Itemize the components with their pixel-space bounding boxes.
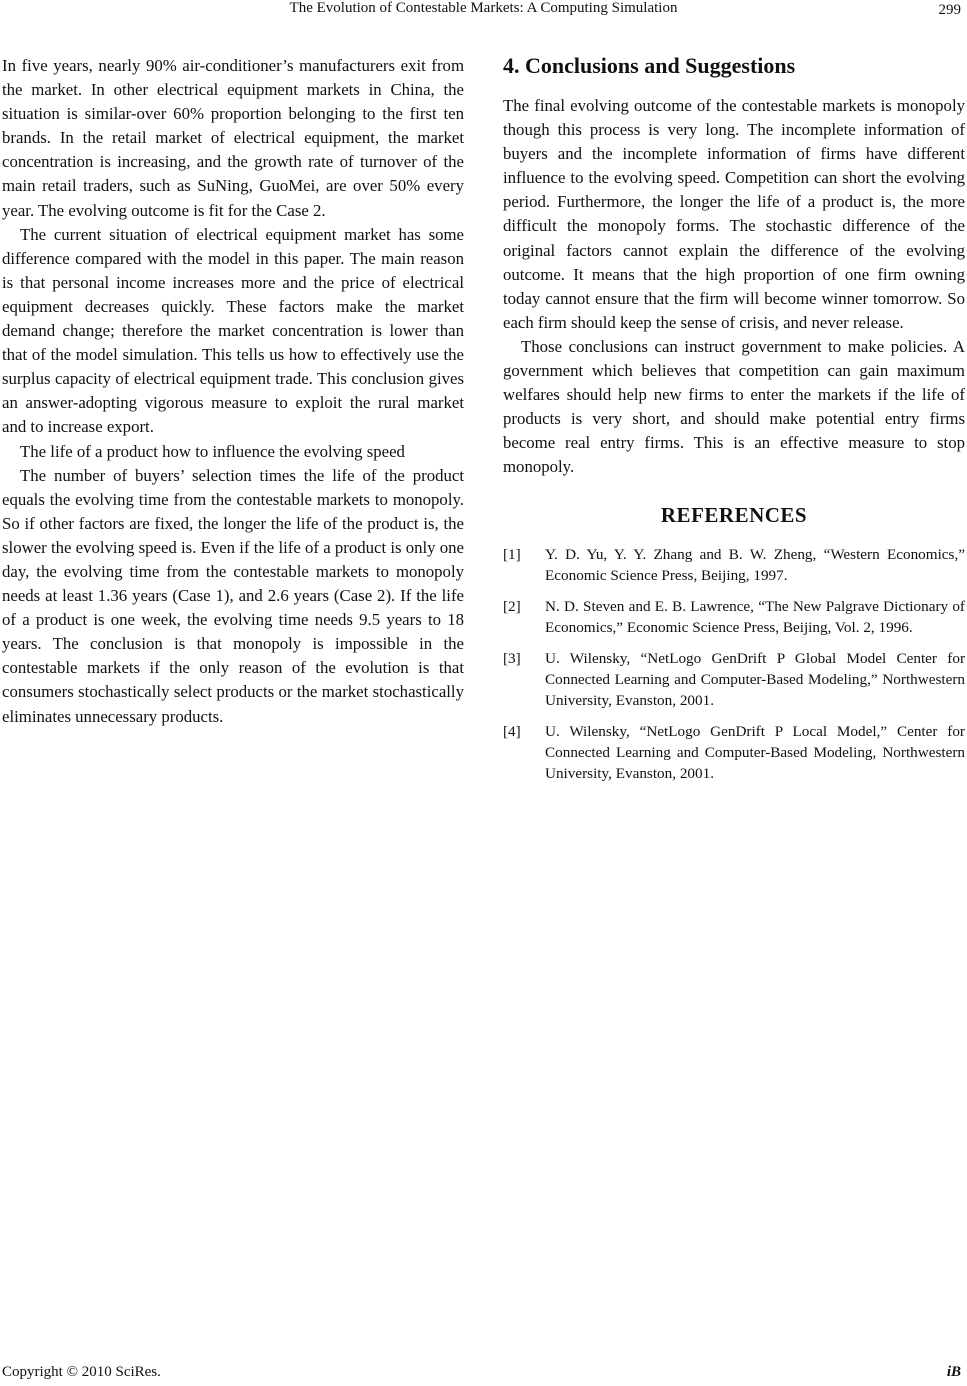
section-heading: 4. Conclusions and Suggestions	[503, 53, 796, 78]
reference-number: [2]	[503, 597, 521, 615]
journal-abbreviation: iB	[946, 1364, 961, 1380]
copyright-notice: Copyright © 2010 SciRes.	[2, 1364, 161, 1380]
right-column	[503, 52, 965, 794]
reference-item	[503, 544, 965, 586]
page-footer	[0, 1362, 967, 1386]
reference-text: N. D. Steven and E. B. Lawrence, “The New Palgrave Dictionary of Economics,” Economic Science Press, Beijing, Vol. 2, 1996.	[545, 597, 965, 636]
body-paragraph: Those conclusions can instruct government to make policies. A government which believes that competition can gain maximum welfares should help new firms to enter the markets if the life of products is very short, and should make potential entry firms become real entry firms. This is an effective measure to stop monopoly.	[503, 336, 965, 477]
reference-text: U. Wilensky, “NetLogo GenDrift P Global Model Center for Connected Learning and Computer-Based Modeling,” Northwestern University, Evanston, 2001.	[545, 649, 965, 709]
body-paragraph: The life of a product how to influence the evolving speed	[20, 441, 405, 461]
reference-item	[503, 648, 965, 711]
reference-item	[503, 721, 965, 784]
running-title: The Evolution of Contestable Markets: A Computing Simulation	[289, 0, 678, 16]
reference-item	[503, 596, 965, 638]
reference-number: [4]	[503, 722, 521, 740]
body-paragraph: In five years, nearly 90% air-conditioner’s manufacturers exit from the market. In other electrical equipment markets in China, the situation is similar-over 60% proportion belonging to the first ten brands. In the retail market of electrical equipment, the market concentration is increasing, and the growth rate of turnover of the main retail traders, such as SuNing, GuoMei, are over 50% every year. The evolving outcome is fit for the Case 2.	[2, 56, 464, 220]
body-paragraph: The final evolving outcome of the contestable markets is monopoly though this process is very long. The incomplete information of buyers and the incomplete information of firms have different influence to the evolving speed. Competition can short the evolving period. Furthermore, the longer the life of a product is, the more difficult the monopoly forms. The stochastic difference of the original factors cannot explain the difference of the evolving outcome. It means that the high proportion of one firm owning today cannot ensure that the firm will become winner tomorrow. So each firm should keep the sense of crisis, and never release.	[503, 96, 965, 332]
left-column	[2, 54, 464, 729]
reference-number: [1]	[503, 545, 521, 563]
body-paragraph: The current situation of electrical equipment market has some difference compared with the model in this paper. The main reason is that personal income increases more and the price of electrical equipment decreases quickly. These factors make the market demand change; therefore the market concentration is lower than that of the model simulation. This tells us how to effectively use the surplus capacity of electrical equipment trade. This conclusion gives an answer-adopting vigorous measure to exploit the rural market and to increase export.	[2, 224, 464, 437]
reference-text: Y. D. Yu, Y. Y. Zhang and B. W. Zheng, “Western Economics,” Economic Science Press, Beijing, 1997.	[545, 545, 965, 584]
page-number: 299	[938, 2, 961, 18]
reference-text: U. Wilensky, “NetLogo GenDrift P Local Model,” Center for Connected Learning and Computer-Based Modeling, Northwestern University, Evanston, 2001.	[545, 722, 965, 782]
body-paragraph: The number of buyers’ selection times the life of the product equals the evolving time from the contestable markets to monopoly. So if other factors are fixed, the longer the life of the product is, the slower the evolving speed is. Even if the life of a product is only one day, the evolving time from the contestable markets to monopoly needs at least 1.36 years (Case 1), and 2.6 years (Case 2). If the life of a product is one week, the evolving time needs 9.5 years to 18 years. The conclusion is that monopoly is impossible in the contestable markets if the only reason of the evolution is that consumers stochastically select products or the market stochastically eliminates unnecessary products.	[2, 465, 464, 726]
reference-number: [3]	[503, 649, 521, 667]
references-heading: REFERENCES	[660, 502, 808, 527]
running-header	[0, 0, 967, 22]
